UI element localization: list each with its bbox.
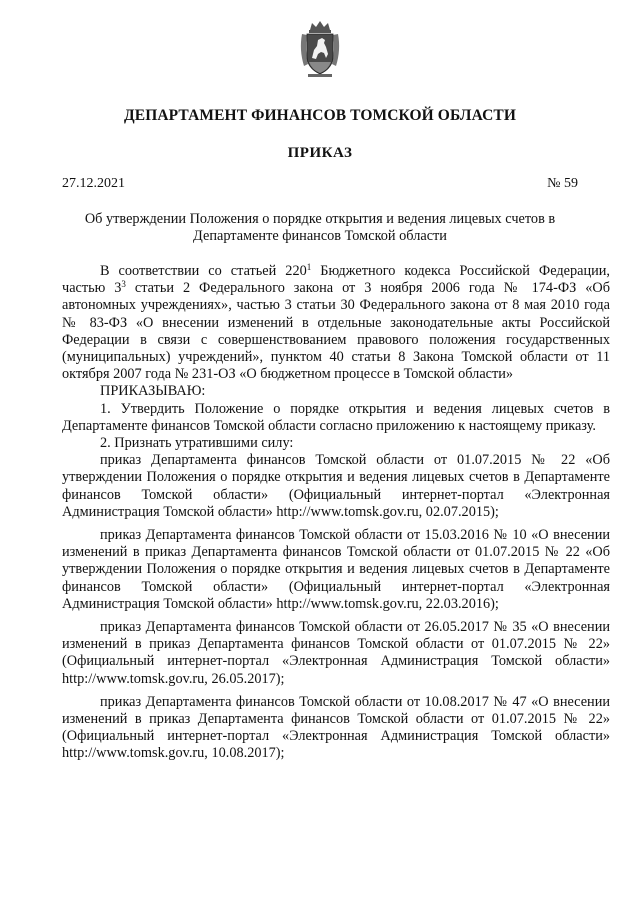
order-subject [70, 211, 570, 245]
repealed-order-4: приказ Департамента финансов Томской области от 10.08.2017 № 47 «О внесении изменений в приказ Департамента финансов Томской области от 01.07.2015 № 22» (Официальный интернет-портал «Электронная Администрация Томской области» http://www.tomsk.gov.ru, 10.08.2017); [62, 693, 610, 762]
tomsk-region-coat-of-arms-icon [298, 20, 342, 78]
department-title: ДЕПАРТАМЕНТ ФИНАНСОВ ТОМСКОЙ ОБЛАСТИ [124, 107, 516, 124]
order-number: № 59 [547, 176, 578, 191]
clause-1: 1. Утвердить Положение о порядке открытия и ведения лицевых счетов в Департаменте финансов Томской области согласно приложению к настоящему приказу. [62, 400, 610, 434]
repealed-order-1: приказ Департамента финансов Томской области от 01.07.2015 № 22 «Об утверждении Положения о порядке открытия и ведения лицевых счетов в Департаменте финансов Томской области» (Официальный интернет-портал «Электронная Администрация Томской области» http://www.tomsk.gov.ru, 02.07.2015); [62, 452, 610, 520]
repealed-order-2: приказ Департамента финансов Томской области от 15.03.2016 № 10 «О внесении изменений в приказ Департамента финансов Томской области от 01.07.2015 № 22 «Об утверждении Положения о порядке открытия и ведения лицевых счетов в Департаменте финансов Томской области» (Официальный интернет-портал «Электронная Администрация Томской области» http://www.tomsk.gov.ru, 22.03.2016); [62, 527, 610, 612]
superscript-2: 3 [121, 279, 126, 290]
clause-2: 2. Признать утратившими силу: [100, 435, 294, 452]
order-date: 27.12.2021 [62, 176, 125, 191]
order-subject-line-1: Об утверждении Положения о порядке открытия и ведения лицевых счетов в [84, 211, 556, 227]
document-type-title: ПРИКАЗ [287, 145, 353, 161]
preamble-text-part-1: В соответствии со статьей 220 [100, 263, 307, 279]
preamble-text-part-2: Бюджетного кодекса Российской Федерации, частью 3 [62, 263, 610, 297]
preamble-text-part-3: статьи 2 Федерального закона от 3 ноября 2006 года № 174-ФЗ «Об автономных учреждениях», частью 3 статьи 30 Федерального закона от 8 мая 2010 года № 83-ФЗ «О внесении изменений в отдельные законодательные акты Российской Федерации в связи с совершенствованием правового положения государственных (муниципальных) учреждений», пунктом 40 статьи 8 Закона Томской области от 11 октября 2007 года № 231-ОЗ «О бюджетном процессе в Томской области» [62, 280, 610, 383]
preamble-paragraph [62, 263, 610, 383]
order-subject-line-2: Департаменте финансов Томской области [193, 228, 447, 244]
superscript-1: 1 [306, 262, 312, 272]
repealed-order-3: приказ Департамента финансов Томской области от 26.05.2017 № 35 «О внесении изменений в приказ Департамента финансов Томской области от 01.07.2015 № 22» (Официальный интернет-портал «Электронная Администрация Томской области» http://www.tomsk.gov.ru, 26.05.2017); [62, 619, 610, 687]
order-keyword: ПРИКАЗЫВАЮ: [100, 383, 206, 400]
order-body [62, 263, 610, 763]
